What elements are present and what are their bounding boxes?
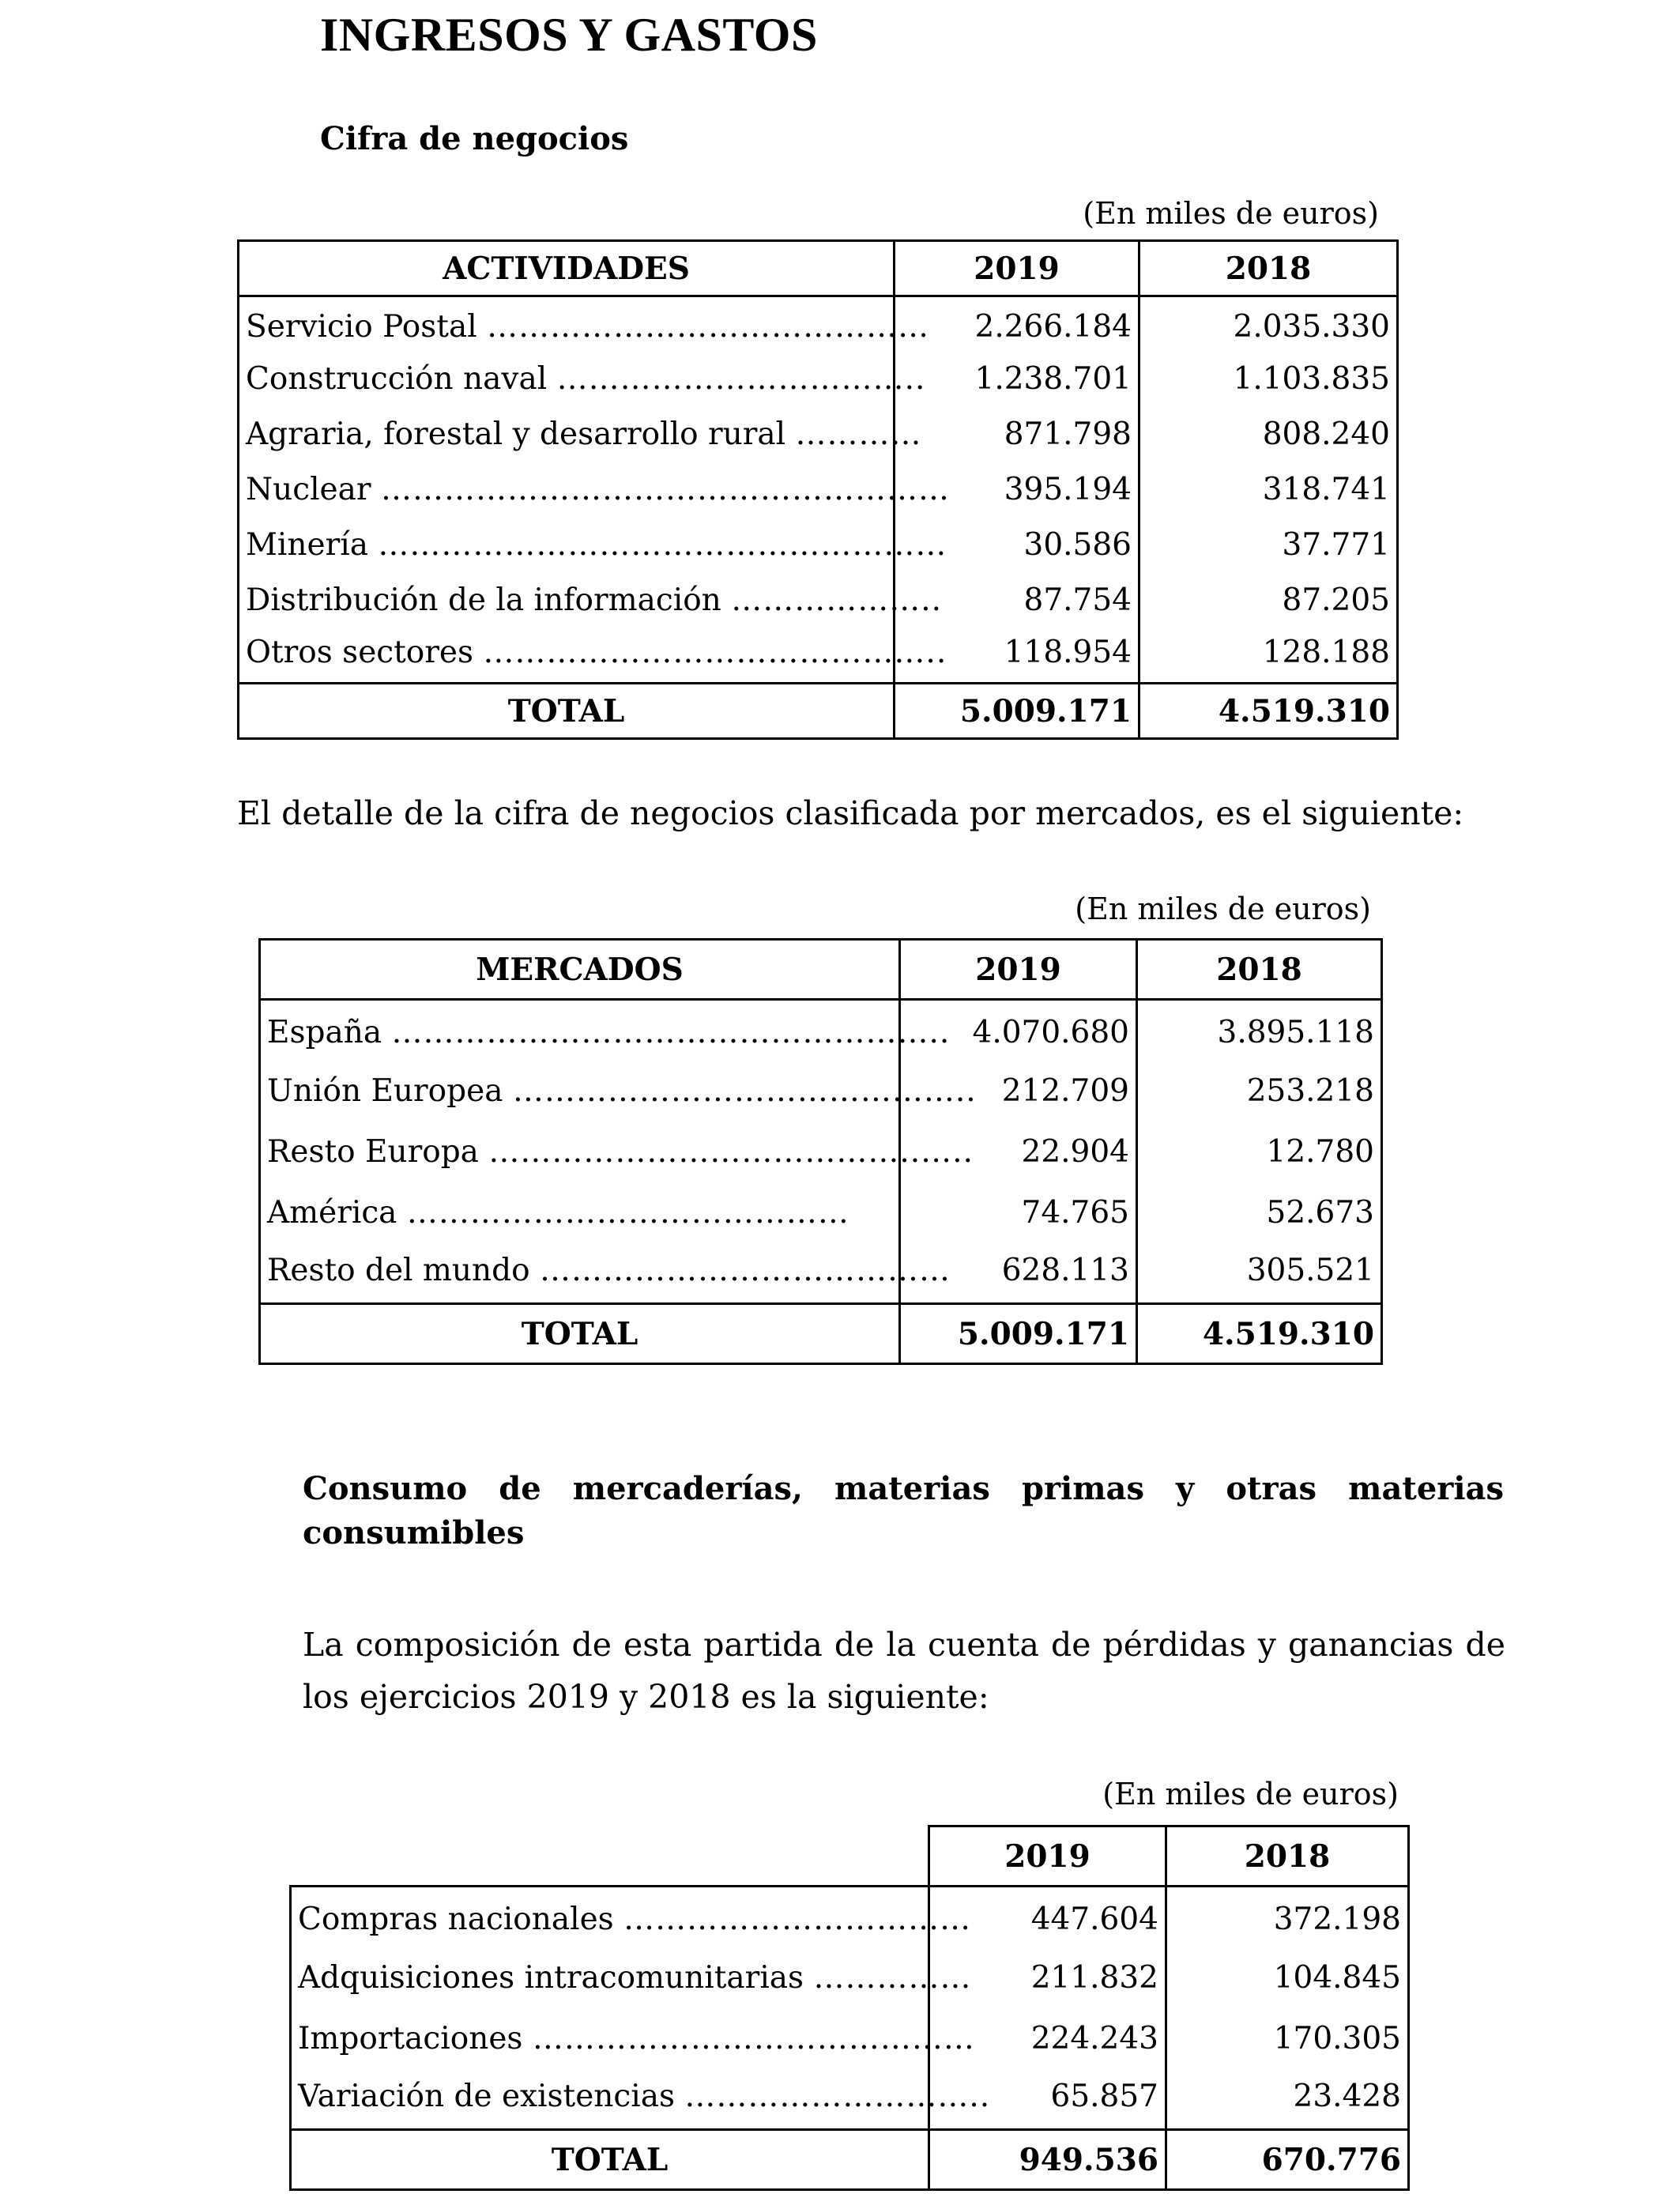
unit-note: (En miles de euros)	[1075, 892, 1371, 926]
row-label-cell	[239, 296, 930, 352]
row-label: Resto del mundo	[267, 1252, 530, 1288]
table-row	[291, 1887, 1409, 1947]
leader-dots: ……………………………………..	[512, 1072, 977, 1109]
value-2019: 211.832	[929, 1947, 1166, 2008]
table-row	[239, 352, 1398, 407]
table-row	[260, 1000, 1382, 1061]
row-label: Construcción naval	[246, 361, 548, 397]
table-row	[239, 518, 1398, 573]
total-2019: 949.536	[929, 2130, 1166, 2190]
col-header-2018: 2018	[1139, 241, 1398, 296]
paragraph-consumo-intro: La composición de esta partida de la cuenta de pérdidas y ganancias de los ejercicios 2019 y 2018 es la siguiente:	[303, 1626, 1505, 1716]
row-label-cell	[239, 628, 947, 684]
row-label: Resto Europa	[267, 1133, 479, 1170]
value-2018: 104.845	[1166, 1947, 1409, 2008]
value-2018: 37.771	[1139, 518, 1398, 573]
value-2018: 305.521	[1137, 1243, 1382, 1304]
row-label-cell	[239, 573, 942, 628]
leader-dots: ……………	[813, 1959, 972, 1996]
value-2018: 808.240	[1139, 407, 1398, 462]
value-2019: 224.243	[929, 2008, 1166, 2069]
leader-dots: ………………………..	[684, 2078, 991, 2114]
col-header-2019: 2019	[929, 1826, 1166, 1887]
value-2018: 170.305	[1166, 2008, 1409, 2069]
row-label-cell	[239, 352, 926, 407]
row-label: Agraria, forestal y desarrollo rural	[246, 417, 786, 452]
table-row	[239, 628, 1398, 684]
col-header-2019: 2019	[900, 940, 1137, 1000]
value-2018: 1.103.835	[1139, 352, 1398, 407]
row-label-cell	[260, 1182, 900, 1243]
table-row	[239, 462, 1398, 518]
leader-dots: …………	[795, 417, 922, 452]
row-label: Nuclear	[246, 472, 371, 507]
leader-dots: ……………………………………………..	[391, 1015, 951, 1051]
value-2018: 12.780	[1137, 1122, 1382, 1182]
paragraph-mercados-intro: El detalle de la cifra de negocios clasificada por mercados, es el siguiente:	[237, 794, 1464, 832]
row-label: Compras nacionales	[298, 1902, 614, 1938]
row-label: España	[267, 1015, 382, 1051]
row-label-cell	[291, 1887, 972, 1947]
value-2018: 372.198	[1166, 1887, 1409, 1947]
page-title: INGRESOS Y GASTOS	[320, 9, 818, 61]
table-row	[239, 573, 1398, 628]
value-2018: 87.205	[1139, 573, 1398, 628]
table-row	[291, 2069, 1409, 2130]
row-label-cell	[260, 1061, 977, 1122]
row-label-cell	[239, 407, 922, 462]
table-row	[239, 407, 1398, 462]
value-2019: 65.857	[929, 2069, 1166, 2130]
value-2019: 628.113	[900, 1243, 1137, 1304]
total-label: TOTAL	[239, 684, 895, 739]
leader-dots: ……………………………	[623, 1902, 972, 1938]
table-consumo	[289, 1825, 1410, 2191]
value-2018: 128.188	[1139, 628, 1398, 684]
row-label: América	[267, 1194, 397, 1231]
leader-dots: ……………………………………..	[483, 635, 947, 671]
leader-dots: …………………………………	[540, 1252, 951, 1288]
col-header-2018: 2018	[1166, 1826, 1409, 1887]
value-2018: 3.895.118	[1137, 1000, 1382, 1061]
value-2019: 212.709	[900, 1061, 1137, 1122]
col-header-actividades: ACTIVIDADES	[239, 241, 895, 296]
value-2019: 87.754	[895, 573, 1139, 628]
row-label-cell	[239, 462, 950, 518]
value-2019: 395.194	[895, 462, 1139, 518]
row-label: Variación de existencias	[298, 2078, 675, 2114]
total-2019: 5.009.171	[895, 684, 1139, 739]
row-label-cell	[291, 1947, 972, 2008]
value-2019: 2.266.184	[895, 296, 1139, 352]
value-2018: 52.673	[1137, 1182, 1382, 1243]
total-2018: 4.519.310	[1139, 684, 1398, 739]
row-label: Minería	[246, 527, 368, 563]
value-2019: 447.604	[929, 1887, 1166, 1947]
value-2019: 22.904	[900, 1122, 1137, 1182]
value-2019: 118.954	[895, 628, 1139, 684]
section-heading-cifra-negocios: Cifra de negocios	[320, 120, 629, 157]
total-2019: 5.009.171	[900, 1304, 1137, 1364]
row-label: Adquisiciones intracomunitarias	[298, 1959, 804, 1996]
section-heading-consumo: Consumo de mercaderías, materias primas y otras materias consumibles	[303, 1470, 1504, 1551]
table-row	[260, 1182, 1382, 1243]
value-2018: 2.035.330	[1139, 296, 1398, 352]
leader-dots: ………………………………………………	[378, 527, 947, 563]
total-2018: 4.519.310	[1137, 1304, 1382, 1364]
value-2019: 30.586	[895, 518, 1139, 573]
row-label-cell	[291, 2008, 975, 2069]
row-label-cell	[291, 2069, 991, 2130]
row-label-cell	[260, 1243, 951, 1304]
value-2019: 871.798	[895, 407, 1139, 462]
value-2018: 318.741	[1139, 462, 1398, 518]
row-label: Distribución de la información	[246, 582, 721, 618]
leader-dots: ……………………………………	[532, 2020, 975, 2056]
leader-dots: ……………………………………	[487, 308, 930, 345]
value-2019: 4.070.680	[900, 1000, 1137, 1061]
table-row	[291, 1947, 1409, 2008]
total-label: TOTAL	[260, 1304, 900, 1364]
total-2018: 670.776	[1166, 2130, 1409, 2190]
table-row	[260, 1243, 1382, 1304]
leader-dots: ……………………………..	[556, 361, 926, 397]
row-label: Servicio Postal	[246, 308, 477, 345]
unit-note: (En miles de euros)	[1083, 196, 1379, 231]
value-2018: 23.428	[1166, 2069, 1409, 2130]
col-header-2019: 2019	[895, 241, 1139, 296]
row-label: Importaciones	[298, 2020, 523, 2056]
row-label-cell	[260, 1122, 974, 1182]
value-2019: 74.765	[900, 1182, 1137, 1243]
col-header-mercados: MERCADOS	[260, 940, 900, 1000]
unit-note: (En miles de euros)	[1102, 1777, 1399, 1811]
leader-dots: ……………………………………	[406, 1194, 849, 1231]
table-row	[260, 1061, 1382, 1122]
row-label-cell	[260, 1000, 951, 1061]
value-2018: 253.218	[1137, 1061, 1382, 1122]
row-label: Otros sectores	[246, 635, 474, 671]
leader-dots: …………………………………..…..	[488, 1133, 974, 1170]
row-label: Unión Europea	[267, 1072, 503, 1109]
table-row	[260, 1122, 1382, 1182]
total-label: TOTAL	[291, 2130, 929, 2190]
table-actividades	[237, 239, 1399, 740]
value-2019: 1.238.701	[895, 352, 1139, 407]
table-mercados	[258, 938, 1383, 1365]
table-row	[239, 296, 1398, 352]
row-label-cell	[239, 518, 947, 573]
leader-dots: ………………………………………………	[380, 472, 950, 507]
col-header-blank	[291, 1826, 929, 1887]
col-header-2018: 2018	[1137, 940, 1382, 1000]
table-row	[291, 2008, 1409, 2069]
leader-dots: ………………..	[731, 582, 942, 618]
